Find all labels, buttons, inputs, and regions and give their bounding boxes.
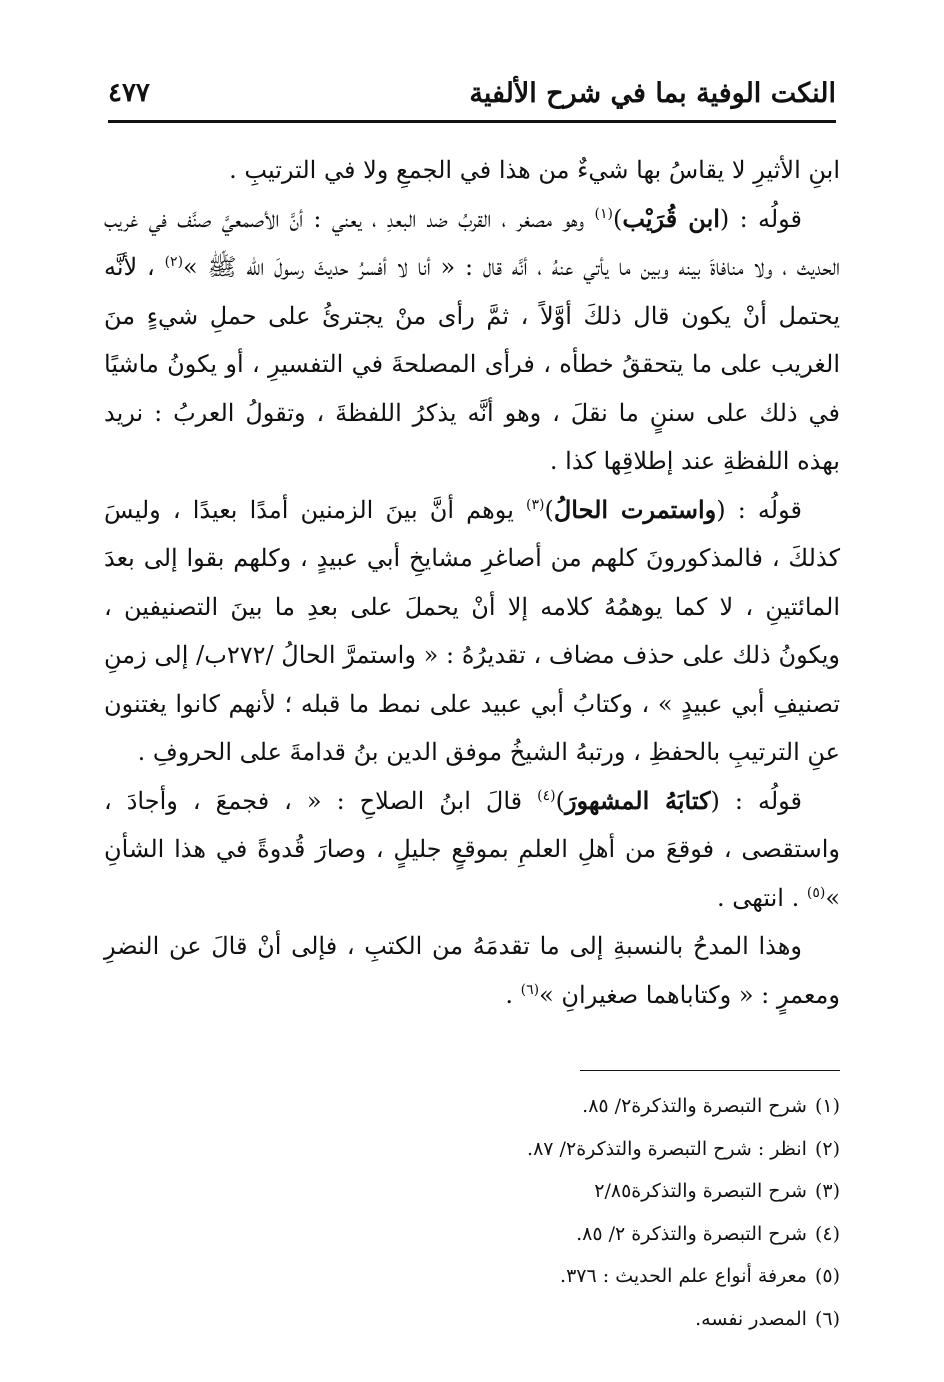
footnote-text: شرح التبصرة والتذكرة٢/٨٥: [594, 1180, 807, 1202]
page-number: ٤٧٧: [108, 78, 150, 108]
footnote-ref: (٢): [164, 254, 184, 270]
lemma-intro: قولُه : (: [716, 495, 802, 524]
footnote-ref: (٤): [537, 787, 556, 804]
footnote-number: (١): [814, 1095, 840, 1117]
running-title: النكت الوفية بما في شرح الألفية: [469, 77, 836, 109]
paragraph-text: قالَ ابنُ الصلاحِ : « ، فجمعَ ، وأجادَ ، واستقصى ، فوقعَ من أهلِ العلمِ بموقعٍ جليلٍ ، وصارَ قُدوةً في هذا الشأنِ »: [104, 786, 840, 912]
footnote-ref: (٥): [806, 884, 826, 901]
footnote-ref: (١): [594, 205, 613, 222]
footnote-text: انظر : شرح التبصرة والتذكرة٢/ ٨٧.: [527, 1137, 807, 1160]
lemma-intro: قولُه : (: [719, 204, 803, 233]
paragraph-text: ، لأنَّه يحتمل أنْ يكون قال ذلكَ أوَّلاً ، ثمَّ رأى منْ يجترئُ على حملِ شيءٍ منَ الغريب على ما يتحققُ خطأه ، فرأى المصلحةَ في التفسيرِ ، أو يكونُ ماشيًا في ذلك على سننٍ ما نقلَ ، وهو أنَّه يذكرُ اللفظةَ ، وتقولُ العربُ : نريد بهذه اللفظةِ عند إطلاقِها كذا .: [104, 253, 840, 475]
paragraph-2: [104, 195, 840, 486]
lemma: واستمرت الحالُ: [553, 494, 717, 524]
paragraph-5: [104, 922, 840, 1019]
paragraph-text: وهو مصغر ، القربُ ضد البعدِ ، يعني : أنَّ الأصمعيَّ صنَّف في غريب الحديث ، ولا منافاةَ بينه وبين ما يأتي عنهُ ، أنَّه قال : « أنا لا أفسرُ حديثَ رسولَ اللّه ﷺ »: [104, 204, 840, 281]
lemma-close: ): [544, 495, 554, 524]
paragraph-text: . انتهى .: [717, 883, 807, 912]
footnote: [104, 1298, 840, 1341]
paragraph-4: [104, 777, 840, 923]
footnote-separator: [580, 1070, 840, 1071]
paragraph-end: .: [505, 980, 521, 1009]
footnote: [104, 1255, 840, 1298]
paragraph-text: وهذا المدحُ بالنسبةِ إلى ما تقدمَهُ من الكتبِ ، فإلى أنْ قالَ عن النضرِ ومعمرٍ : « وكتاباهما صغيرانِ »: [104, 932, 840, 1009]
page-header: [108, 66, 836, 123]
footnote: [104, 1170, 840, 1213]
lemma: ابن قُرَيْب: [622, 203, 720, 233]
footnote-text: شرح التبصرة والتذكرة٢/ ٨٥.: [582, 1095, 807, 1117]
paragraph-1: ابنِ الأثيرِ لا يقاسُ بها شيءٌ من هذا في الجمعِ ولا في الترتيبِ .: [229, 156, 840, 184]
paragraph-text: يوهم أنَّ بينَ الزمنين أمدًا بعيدًا ، وليسَ كذلكَ ، فالمذكورونَ كلهم من أصاغرِ مشايخِ أبي عبيدٍ ، وكلهم بقوا إلى بعدَ المائتينِ ، لا كما يوهمُهُ كلامه إلا أنْ يحملَ على بعدِ ما بينَ التصنيفين ، ويكونُ ذلك على حذف مضاف ، تقديرُهُ : « واستمرَّ الحالُ /٢٧٢ب/ إلى زمنِ تصنيفِ أبي عبيدٍ » ، وكتابُ أبي عبيد على نمط ما قبله ؛ لأنهم كانوا يغتنون عنِ الترتيبِ بالحفظِ ، ورتبهُ الشيخُ موفق الدين بنُ قدامةَ على الحروفِ .: [104, 495, 840, 766]
footnote: [104, 1085, 840, 1128]
footnote-text: شرح التبصرة والتذكرة ٢/ ٨٥.: [576, 1222, 807, 1245]
footnotes: [104, 1085, 840, 1340]
footnote-number: (٤): [814, 1222, 840, 1245]
footnote-number: (٦): [814, 1307, 840, 1330]
footnote-number: (٢): [814, 1137, 840, 1160]
footnote-text: معرفة أنواع علم الحديث : ٣٧٦.: [560, 1265, 807, 1287]
footnote-ref: (٣): [526, 496, 545, 513]
footnote-text: المصدر نفسه.: [695, 1307, 807, 1330]
footnote-number: (٥): [814, 1265, 840, 1287]
lemma: كتابَهُ المشهورَ: [564, 785, 711, 815]
paragraph-3: [104, 486, 840, 777]
footnote: [104, 1213, 840, 1256]
footnote-number: (٣): [814, 1180, 840, 1202]
lemma-intro: قولُه : (: [710, 786, 803, 815]
footnote: [104, 1128, 840, 1171]
footnote-ref: (٦): [520, 981, 540, 998]
main-text: [104, 146, 840, 1019]
lemma-close: ): [555, 786, 565, 815]
lemma-close: ): [612, 204, 623, 233]
